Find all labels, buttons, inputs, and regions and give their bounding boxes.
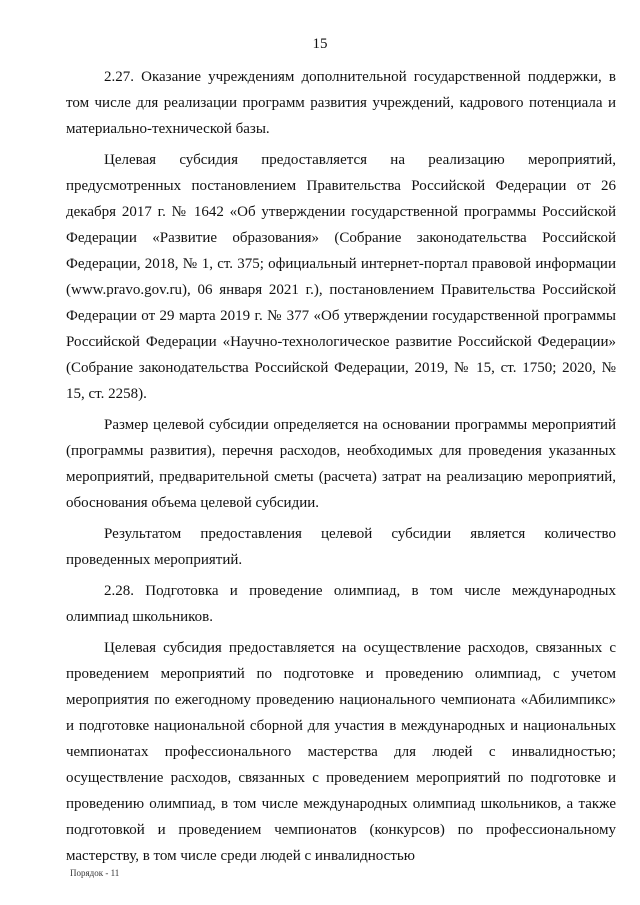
paragraph-olympiad-subsidy: Целевая субсидия предоставляется на осуществление расходов, связанных с проведением мероприятий по подготовке и проведению олимпиад, с учетом мероприятия по ежегодному проведению национального чемпионата «Абилимпикс» и подготовке национальной сборной для участия в международных и национальных чемпионатах профессионального мастерства для людей с инвалидностью; осуществление расходов, связанных с проведением мероприятий по подготовке и проведению олимпиад, в том числе международных олимпиад школьников, а также подготовкой и проведением чемпионатов (конкурсов) по профессиональному мастерству, в том числе среди людей с инвалидностью <box>66 640 616 864</box>
footer-label: Порядок - 11 <box>70 868 120 878</box>
paragraph-subsidy-purpose: Целевая субсидия предоставляется на реализацию мероприятий, предусмотренных постановлением Правительства Российской Федерации от 26 декабря 2017 г. № 1642 «Об утверждении государственной программы Российской Федерации «Развитие образования» (Собрание законодательства Российской Федерации, 2018, № 1, ст. 375; официальный интернет-портал правовой информации (www.pravo.gov.ru), 06 января 2021 г.), постановлением Правительства Российской Федерации от 29 марта 2019 г. № 377 «Об утверждении государственной программы Российской Федерации «Научно-технологическое развитие Российской Федерации» (Собрание законодательства Российской Федерации, 2019, № 15, ст. 1750; 2020, № 15, ст. 2258). <box>66 152 616 402</box>
page-number: 15 <box>312 36 328 52</box>
paragraph-subsidy-result: Результатом предоставления целевой субсидии является количество проведенных мероприятий. <box>66 526 616 568</box>
paragraph-2-27-heading: 2.27. Оказание учреждениям дополнительной государственной поддержки, в том числе для реализации программ развития учреждений, кадрового потенциала и материально-технической базы. <box>66 69 616 137</box>
paragraph-2-28-heading: 2.28. Подготовка и проведение олимпиад, в том числе международных олимпиад школьников. <box>66 583 616 625</box>
document-body <box>66 64 616 874</box>
paragraph-subsidy-amount: Размер целевой субсидии определяется на основании программы мероприятий (программы развития), перечня расходов, необходимых для проведения указанных мероприятий, предварительной сметы (расчета) затрат на реализацию мероприятий, обоснования объема целевой субсидии. <box>66 417 616 511</box>
